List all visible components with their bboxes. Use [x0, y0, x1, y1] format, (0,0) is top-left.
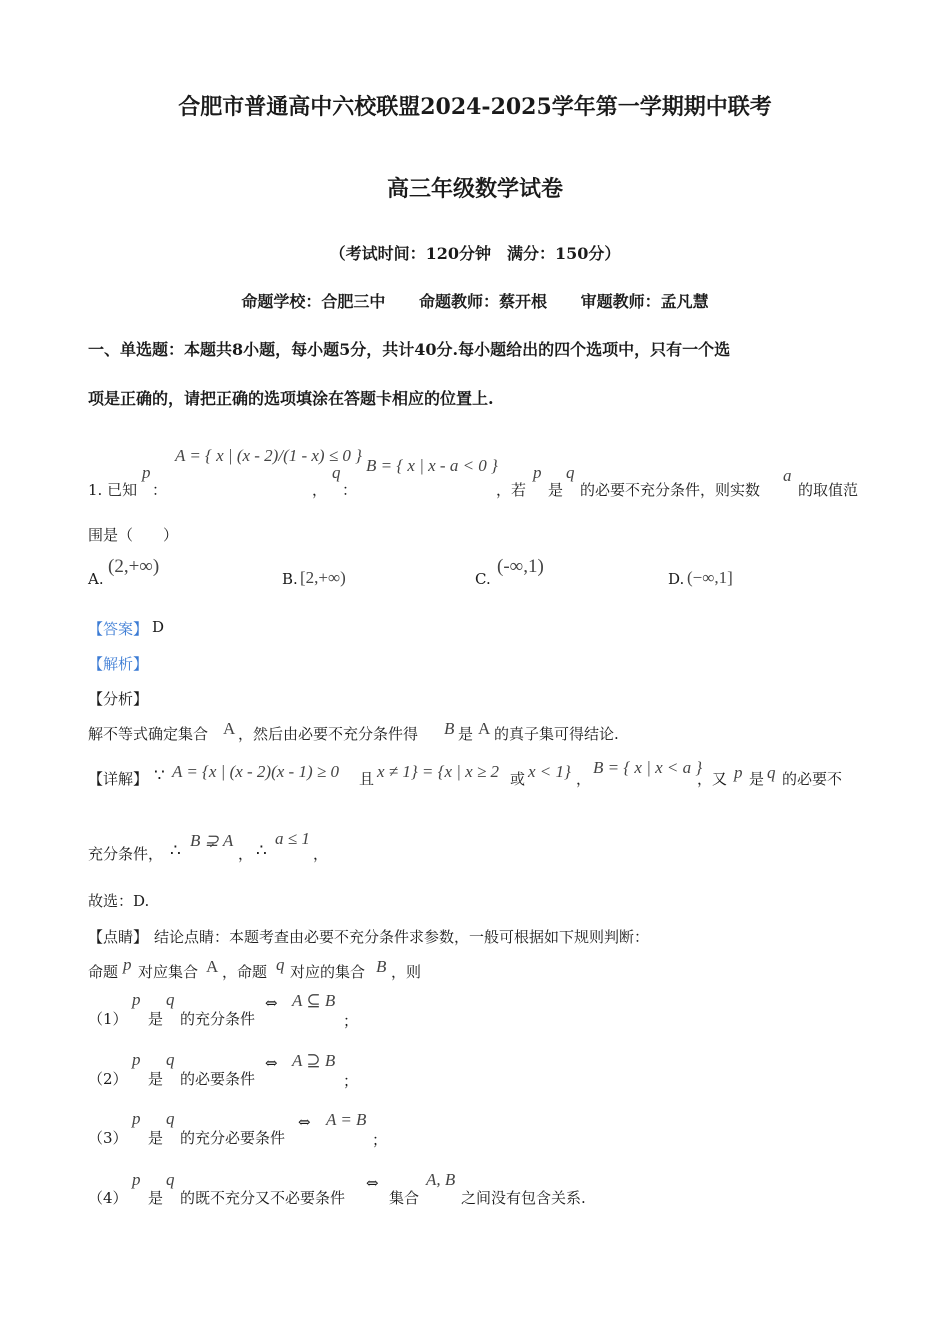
- var-p: p: [123, 955, 132, 974]
- rule-text: 的充分必要条件: [180, 1129, 286, 1147]
- rule-relation: A, B: [426, 1170, 456, 1189]
- option-d-label: D.: [668, 570, 685, 588]
- section-heading-line1: 一、单选题：本题共8小题，每小题5分，共计40分.每小题给出的四个选项中，只有一个选: [88, 340, 731, 359]
- set-a: A: [223, 719, 236, 738]
- option-a-label: A.: [88, 570, 104, 588]
- text: 的必要不: [782, 770, 843, 788]
- var-p: p: [142, 463, 151, 482]
- var-p: p: [533, 463, 542, 482]
- therefore-symbol: ∴: [170, 841, 181, 861]
- option-a-value: (2,+∞): [108, 556, 160, 577]
- option-c-value: (-∞,1): [497, 556, 544, 577]
- text: 充分条件，: [88, 845, 164, 863]
- colon: ：: [152, 481, 168, 499]
- text: ，: [238, 845, 254, 863]
- text: 的必要不充分条件，则实数: [580, 481, 761, 499]
- text: 是: [548, 481, 564, 499]
- iff-symbol: ⇔: [265, 1054, 278, 1072]
- text: ；: [343, 1012, 359, 1030]
- text: 或: [510, 770, 526, 788]
- text: ，则: [391, 963, 422, 981]
- text: 是: [749, 770, 765, 788]
- rule-text: 的既不充分又不必要条件: [180, 1189, 346, 1207]
- text: 命题: [88, 963, 119, 981]
- text: ，若: [496, 481, 527, 499]
- text: ；: [343, 1072, 359, 1090]
- iff-symbol: ⇔: [265, 994, 278, 1012]
- text: ，: [313, 845, 329, 863]
- var-q: q: [166, 1050, 175, 1069]
- rule-text: 的必要条件: [180, 1070, 256, 1088]
- therefore-symbol: ∴: [256, 841, 267, 861]
- var-p: p: [132, 1050, 141, 1069]
- rule-number: （4）: [88, 1189, 128, 1207]
- var-q: q: [166, 1170, 175, 1189]
- subset-relation: B ⊋ A: [190, 831, 234, 850]
- iff-symbol: ⇔: [366, 1174, 379, 1192]
- exam-title: 合肥市普通高中六校联盟2024-2025学年第一学期期中联考: [178, 94, 772, 120]
- set-b-solution: B = { x | x < a }: [593, 758, 703, 777]
- reviewer-label: 审题教师：孟凡慧: [580, 292, 709, 311]
- exam-time-line: （考试时间：120分钟 满分：150分）: [329, 244, 621, 263]
- option-d-value: (−∞,1]: [687, 568, 733, 587]
- var-p: p: [132, 1109, 141, 1128]
- answer-tag: 【答案】: [88, 620, 149, 638]
- text: 是: [148, 1129, 164, 1147]
- teacher-label: 命题教师：蔡开根: [418, 292, 547, 311]
- var-q: q: [767, 763, 776, 782]
- text: 的取值范: [798, 481, 859, 499]
- school-label: 命题学校：合肥三中: [241, 292, 386, 311]
- set-b: B: [444, 719, 455, 738]
- set-b-definition: B = { x | x - a < 0 }: [366, 456, 498, 475]
- text: 是: [148, 1010, 164, 1028]
- author-line: [0, 289, 950, 312]
- text: ，: [576, 770, 592, 788]
- text: 对应的集合: [290, 963, 366, 981]
- rule-relation: A = B: [326, 1110, 367, 1129]
- exam-subtitle: 高三年级数学试卷: [386, 176, 563, 202]
- comma: ，: [312, 481, 328, 499]
- text: 是: [148, 1070, 164, 1088]
- option-c-label: C.: [475, 570, 491, 588]
- var-a: a: [783, 466, 792, 485]
- set-a-solution: A = {x | (x - 2)(x - 1) ≥ 0: [172, 762, 339, 781]
- text: ，命题: [222, 963, 268, 981]
- result-inequality: a ≤ 1: [275, 829, 310, 848]
- option-b-label: B.: [282, 570, 298, 588]
- rule-relation: A ⊇ B: [292, 1051, 336, 1070]
- var-q: q: [332, 463, 341, 482]
- var-q: q: [566, 463, 575, 482]
- section-heading-line2: 项是正确的，请把正确的选项填涂在答题卡相应的位置上.: [88, 389, 494, 408]
- fenxi-text: ，然后由必要不充分条件得: [238, 725, 419, 743]
- question-number: 1. 已知: [88, 481, 138, 499]
- text: 对应集合: [138, 963, 199, 981]
- set-a-solution-cont: x ≠ 1} = {x | x ≥ 2: [377, 762, 500, 781]
- text: 是: [148, 1189, 164, 1207]
- var-p: p: [734, 763, 743, 782]
- set-b: B: [376, 957, 387, 976]
- text: 之间没有包含关系.: [461, 1189, 586, 1207]
- rule-text: 的充分条件: [180, 1010, 256, 1028]
- text: ；: [372, 1131, 388, 1149]
- fenxi-text: 的真子集可得结论.: [494, 725, 619, 743]
- rule-number: （3）: [88, 1129, 128, 1147]
- answer-value: D: [152, 618, 165, 636]
- var-p: p: [132, 990, 141, 1009]
- rule-number: （1）: [88, 1010, 128, 1028]
- rule-number: （2）: [88, 1070, 128, 1088]
- set-a: A: [206, 957, 219, 976]
- detail-tag: 【详解】: [88, 770, 149, 788]
- iff-symbol: ⇔: [298, 1113, 311, 1131]
- fenxi-text: 解不等式确定集合: [88, 725, 209, 743]
- text: 集合: [389, 1189, 420, 1207]
- var-q: q: [166, 990, 175, 1009]
- dianjing-tag: 【点睛】: [88, 928, 149, 946]
- var-q: q: [166, 1109, 175, 1128]
- var-q: q: [276, 955, 285, 974]
- set-a-definition: A = { x | (x - 2)/(1 - x) ≤ 0 }: [175, 446, 362, 465]
- colon: ：: [342, 481, 358, 499]
- rule-relation: A ⊆ B: [292, 991, 336, 1010]
- set-a-solution-end: x < 1}: [528, 762, 571, 781]
- because-symbol: ∵: [154, 766, 165, 786]
- fenxi-tag: 【分析】: [88, 690, 149, 708]
- text: ，又: [697, 770, 728, 788]
- choice-line: 故选：D.: [88, 892, 150, 910]
- text: 且: [359, 770, 375, 788]
- fenxi-text: 是: [458, 725, 474, 743]
- var-p: p: [132, 1170, 141, 1189]
- analysis-tag: 【解析】: [88, 655, 149, 673]
- option-b-value: [2,+∞): [300, 568, 346, 587]
- set-a: A: [478, 719, 491, 738]
- question-line2: 围是（ ）: [88, 526, 179, 544]
- dianjing-text: 结论点睛：本题考查由必要不充分条件求参数，一般可根据如下规则判断：: [154, 928, 650, 946]
